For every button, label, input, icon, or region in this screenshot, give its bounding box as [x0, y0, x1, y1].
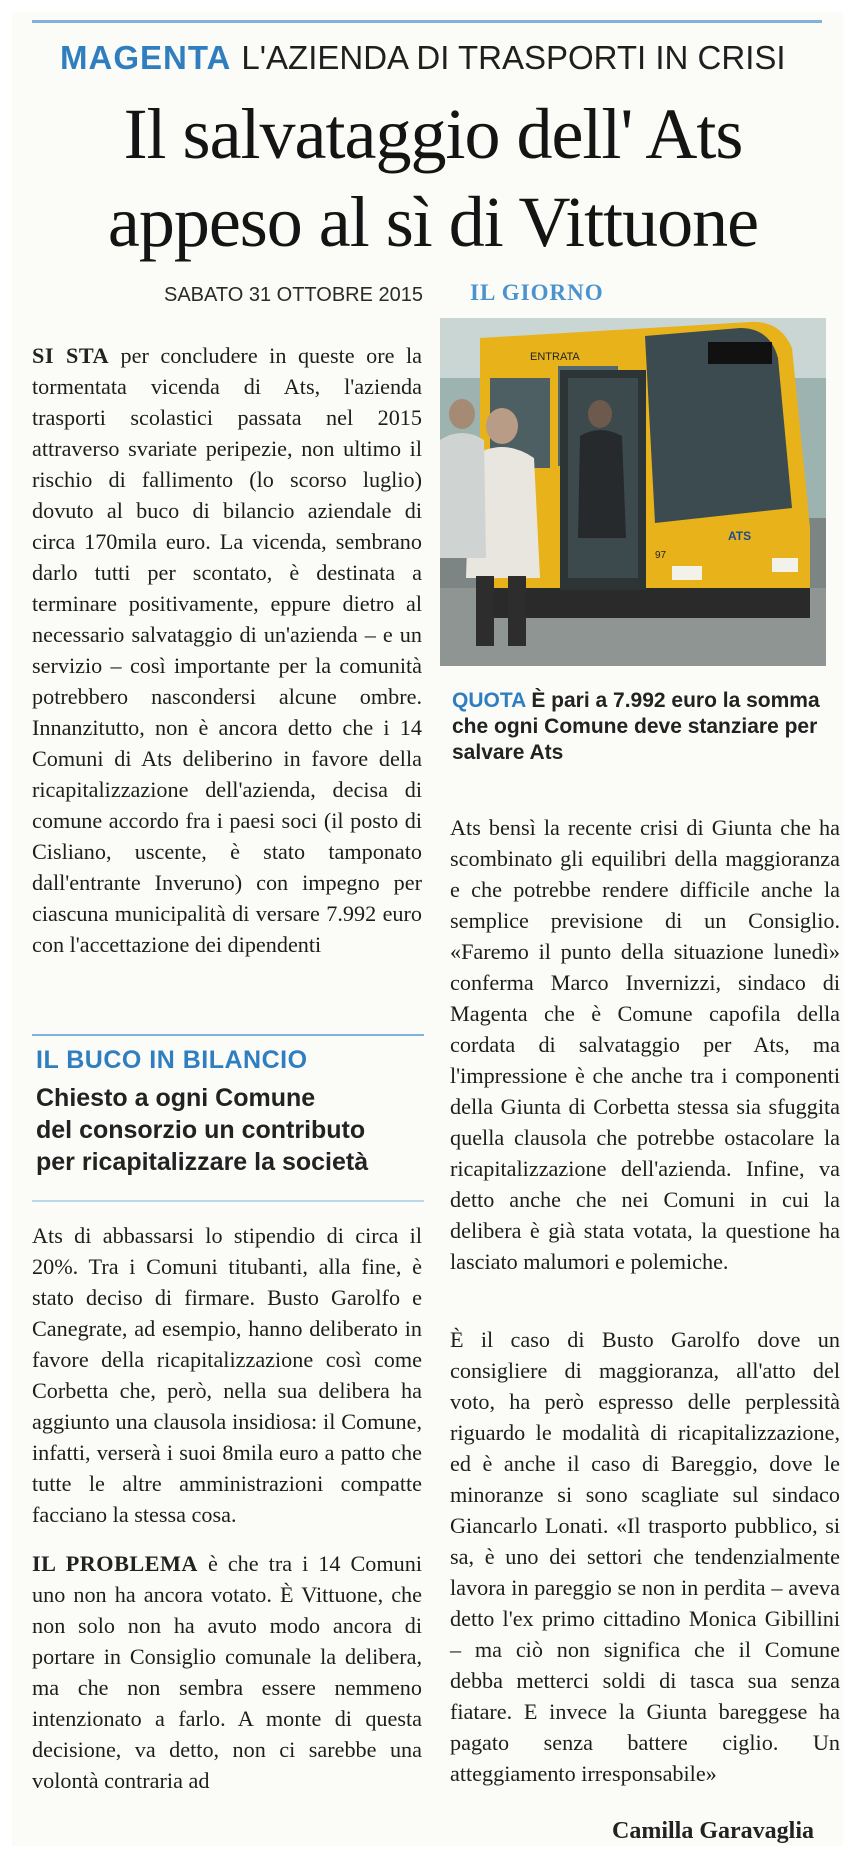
dateline: SABATO 31 OTTOBRE 2015 — [164, 284, 424, 306]
headline-line-2: appeso al sì di Vittuone — [107, 182, 759, 262]
paragraph-2: Ats di abbassarsi lo stipendio di circa il 20%. Tra i Comuni titubanti, alla fine, è stato deciso di firmare. Busto Garolfo e Canegrate, ad esempio, hanno deliberato in favore della ricapitalizzazione così come Corbetta che, però, nella sua delibera ha aggiunto una clausola insidiosa: il Comune, infatti, verserà i suoi 8mila euro a patto che tutte le altre amministrazioni compatte facciano la stessa cosa. — [32, 1223, 422, 1527]
photo-caption — [452, 688, 832, 766]
paragraph-1-text: per concludere in queste ore la tormentata vicenda di Ats, l'azienda trasporti scolastici passata nel 2015 attraverso svariate peripezie, non ultimo il rischio di fallimento (lo scorso luglio) dovuto al buco di bilancio aziendale di circa 170mila euro. La vicenda, sembrano darlo tutti per scontato, è destinata a terminare positivamente, eppure dietro al necessario salvataggio di un'azienda – e un servizio – così importante per la comunità potrebbero nascondersi alcune ombre. Innanzitutto, non è ancora detto che i 14 Comuni di Ats deliberino in favore della ricapitalizzazione dell'azienda, decisa di comune accordo fra i paesi soci (il posto di Cisliano, uscente, è stato tamponato dall'entrante Inveruno) con impegno per ciascuna municipalità di versare 7.992 euro con l'accettazione dei dipendenti — [32, 343, 422, 957]
newspaper-name: IL GIORNO — [470, 280, 604, 305]
caption-lead: QUOTA — [452, 689, 526, 712]
kicker-place: MAGENTA — [60, 39, 232, 76]
byline: Camilla Garavaglia — [612, 1818, 814, 1844]
article-column-2-lower — [450, 1324, 840, 1789]
article-column-1-upper — [32, 340, 422, 960]
paragraph-3 — [32, 1548, 422, 1796]
lead-in-3: IL PROBLEMA — [32, 1551, 198, 1576]
section-kicker — [60, 38, 786, 78]
box-title-line-3: per ricapitalizzare la società — [36, 1148, 369, 1176]
lead-in-1: SI STA — [32, 343, 109, 368]
caption-text: È pari a 7.992 euro la somma che ogni Comune deve stanziare per salvare Ats — [452, 689, 820, 764]
bus-sign: ENTRATA — [530, 351, 580, 363]
box-title — [36, 1082, 428, 1178]
box-kicker: IL BUCO IN BILANCIO — [36, 1046, 308, 1074]
paragraph-5: È il caso di Busto Garolfo dove un consigliere di maggioranza, all'atto del voto, ha però espresso delle perplessità riguardo le modalità di ricapitalizzazione, ed è anche il caso di Bareggio, dove le minoranze si sono scagliate sul sindaco Giancarlo Lonati. «Il trasporto pubblico, si sa, è uno dei settori che tendenzialmente lavora in pareggio se non in perdita – aveva detto l'ex primo cittadino Monica Gibillini – ma ciò non significa che il Comune debba metterci soldi di tasca sua senza fiatare. E invece la Giunta bareggese ha pagato senza battere ciglio. Un atteggiamento irresponsabile» — [450, 1327, 840, 1786]
headline-line-1: Il salvataggio dell' Ats — [123, 94, 743, 174]
top-rule — [32, 20, 822, 23]
box-title-line-2: del consorzio un contributo — [36, 1116, 366, 1144]
bus-photo — [440, 318, 826, 666]
paragraph-3-text: è che tra i 14 Comuni uno non ha ancora votato. È Vittuone, che non solo non ha avuto modo ancora di portare in Consiglio comunale la delibera, ma che non sembra essere nemmeno intenzionato a farlo. A monte di questa decisione, va detto, non ci sarebbe una volontà contraria ad — [32, 1551, 422, 1793]
article-column-2-upper — [450, 812, 840, 1277]
bus-number: 97 — [655, 550, 667, 561]
bus-logo: ATS — [728, 529, 752, 543]
article-column-1-lower — [32, 1220, 422, 1796]
kicker-topic: L'AZIENDA DI TRASPORTI IN CRISI — [241, 39, 786, 76]
bus-illustration — [440, 318, 826, 666]
box-title-line-1: Chiesto a ogni Comune — [36, 1084, 316, 1112]
box-bottom-rule — [32, 1200, 424, 1202]
box-top-rule — [32, 1034, 424, 1036]
paragraph-1 — [32, 340, 422, 960]
newspaper-clipping — [12, 12, 843, 1846]
paragraph-4: Ats bensì la recente crisi di Giunta che ha scombinato gli equilibri della maggioranza e che potrebbe rendere difficile anche la semplice previsione di un Consiglio. «Faremo il punto della situazione lunedì» conferma Marco Invernizzi, sindaco di Magenta che è Comune capofila della cordata di salvataggio per Ats, ma l'impressione è che anche tra i componenti della Giunta di Corbetta stessa sia sfuggita quella clausola che potrebbe ostacolare la ricapitalizzazione dell'azienda. Infine, va detto anche che nei Comuni in cui la delibera è già stata votata, la questione ha lasciato malumori e polemiche. — [450, 815, 840, 1274]
headline — [38, 90, 828, 266]
